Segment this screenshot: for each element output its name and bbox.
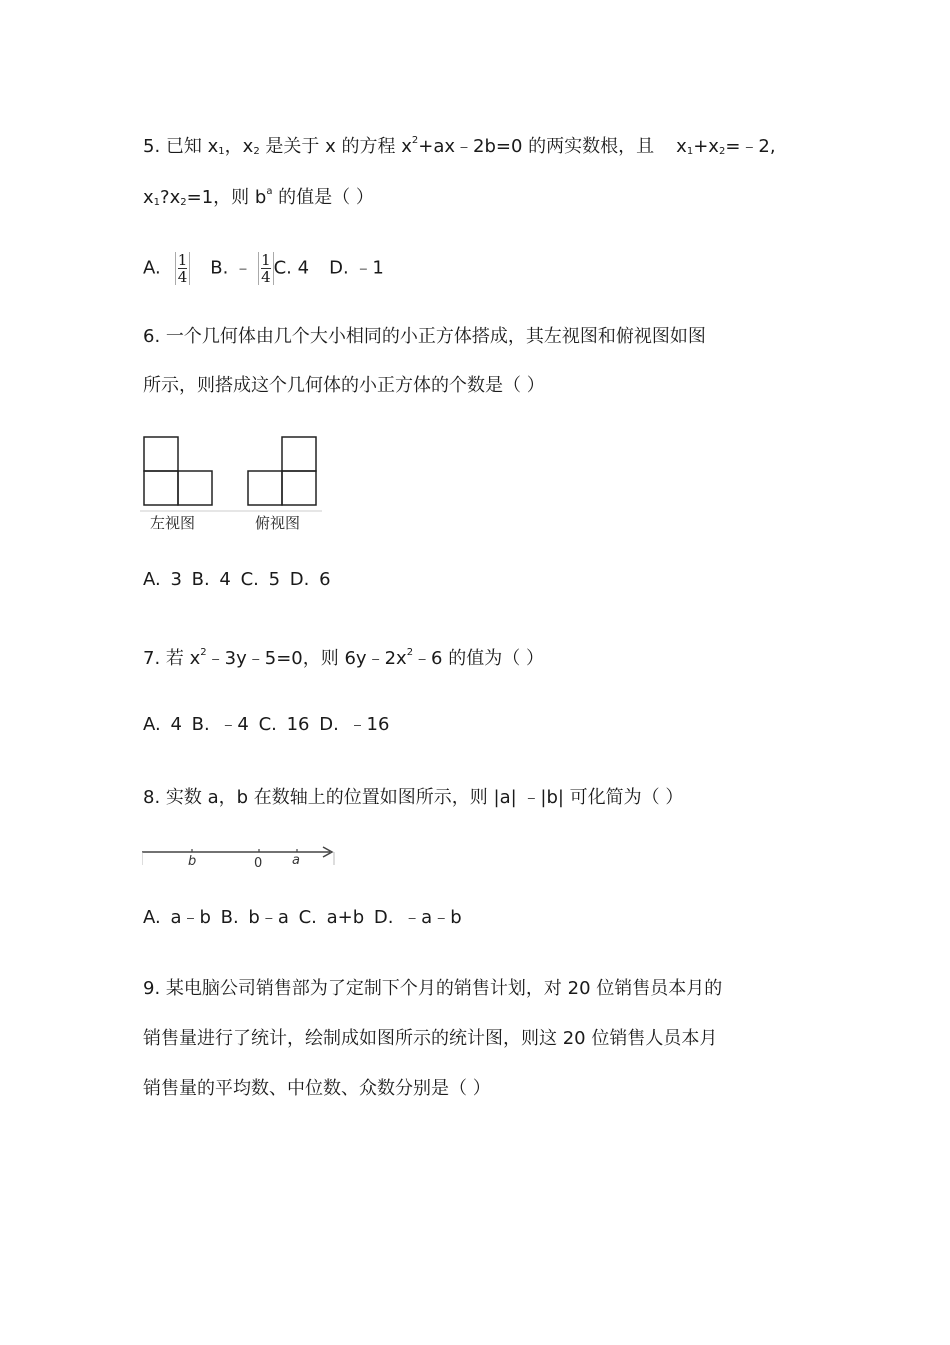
fraction-negative-quarter: $\frac{1}{4}$ [258,252,274,285]
q5-option-b: B. ﹣ [210,257,253,279]
top-view-diagram [248,437,316,505]
q8-stem: 8. 实数 a，b 在数轴上的位置如图所示，则 |a| ﹣|b| 可化简为（ ） [143,787,684,808]
top-view-label: 俯视图 [255,514,301,532]
q7-stem: 7. 若 $x^2﹣3y﹣5=0$，则 $6y﹣2x^2﹣6$ 的值为（ ） [143,647,544,669]
left-view-diagram [144,437,212,505]
q7-options: A. 4 B. ﹣4 C. 16 D. ﹣16 [143,714,390,735]
axis-label-zero: 0 [254,856,263,871]
fraction-one-quarter: $\frac{1}{4}$ [175,252,191,285]
q5-option-c: C. 4 [273,257,310,279]
q5-option-d: D. ﹣1 [329,257,384,279]
q5-stem-line1: 5. 已知 $x_1$，$x_2$ 是关于 x 的方程 $x^2+ax﹣2b=0$ 的两实数根，且 $x_1+x_2=﹣2$, [143,135,776,157]
q6-stem-line1: 6. 一个几何体由几个大小相同的小正方体搭成，其左视图和俯视图如图 [143,326,706,347]
q8-options: A. a﹣b B. b﹣a C. a+b D. ﹣a﹣b [143,907,462,928]
q6-views-figure [140,433,322,533]
q6-options: A. 3 B. 4 C. 5 D. 6 [143,569,331,590]
axis-label-a: a [292,853,300,868]
q9-stem-line1: 9. 某电脑公司销售部为了定制下个月的销售计划，对 20 位销售员本月的 [143,978,723,999]
left-view-label: 左视图 [150,514,196,532]
q9-stem-line2: 销售量进行了统计，绘制成如图所示的统计图，则这 20 位销售人员本月 [143,1028,718,1049]
q9-stem-line3: 销售量的平均数、中位数、众数分别是（ ） [143,1078,491,1099]
q5-stem-line2: $x_1?x_2=1$，则 $b^a$ 的值是（ ） [143,186,374,208]
q5-options [143,252,384,285]
axis-label-b: b [188,854,197,869]
number-line-figure [142,843,336,871]
q6-stem-line2: 所示，则搭成这个几何体的小正方体的个数是（ ） [143,375,545,396]
q5-option-a: A. [143,257,161,279]
